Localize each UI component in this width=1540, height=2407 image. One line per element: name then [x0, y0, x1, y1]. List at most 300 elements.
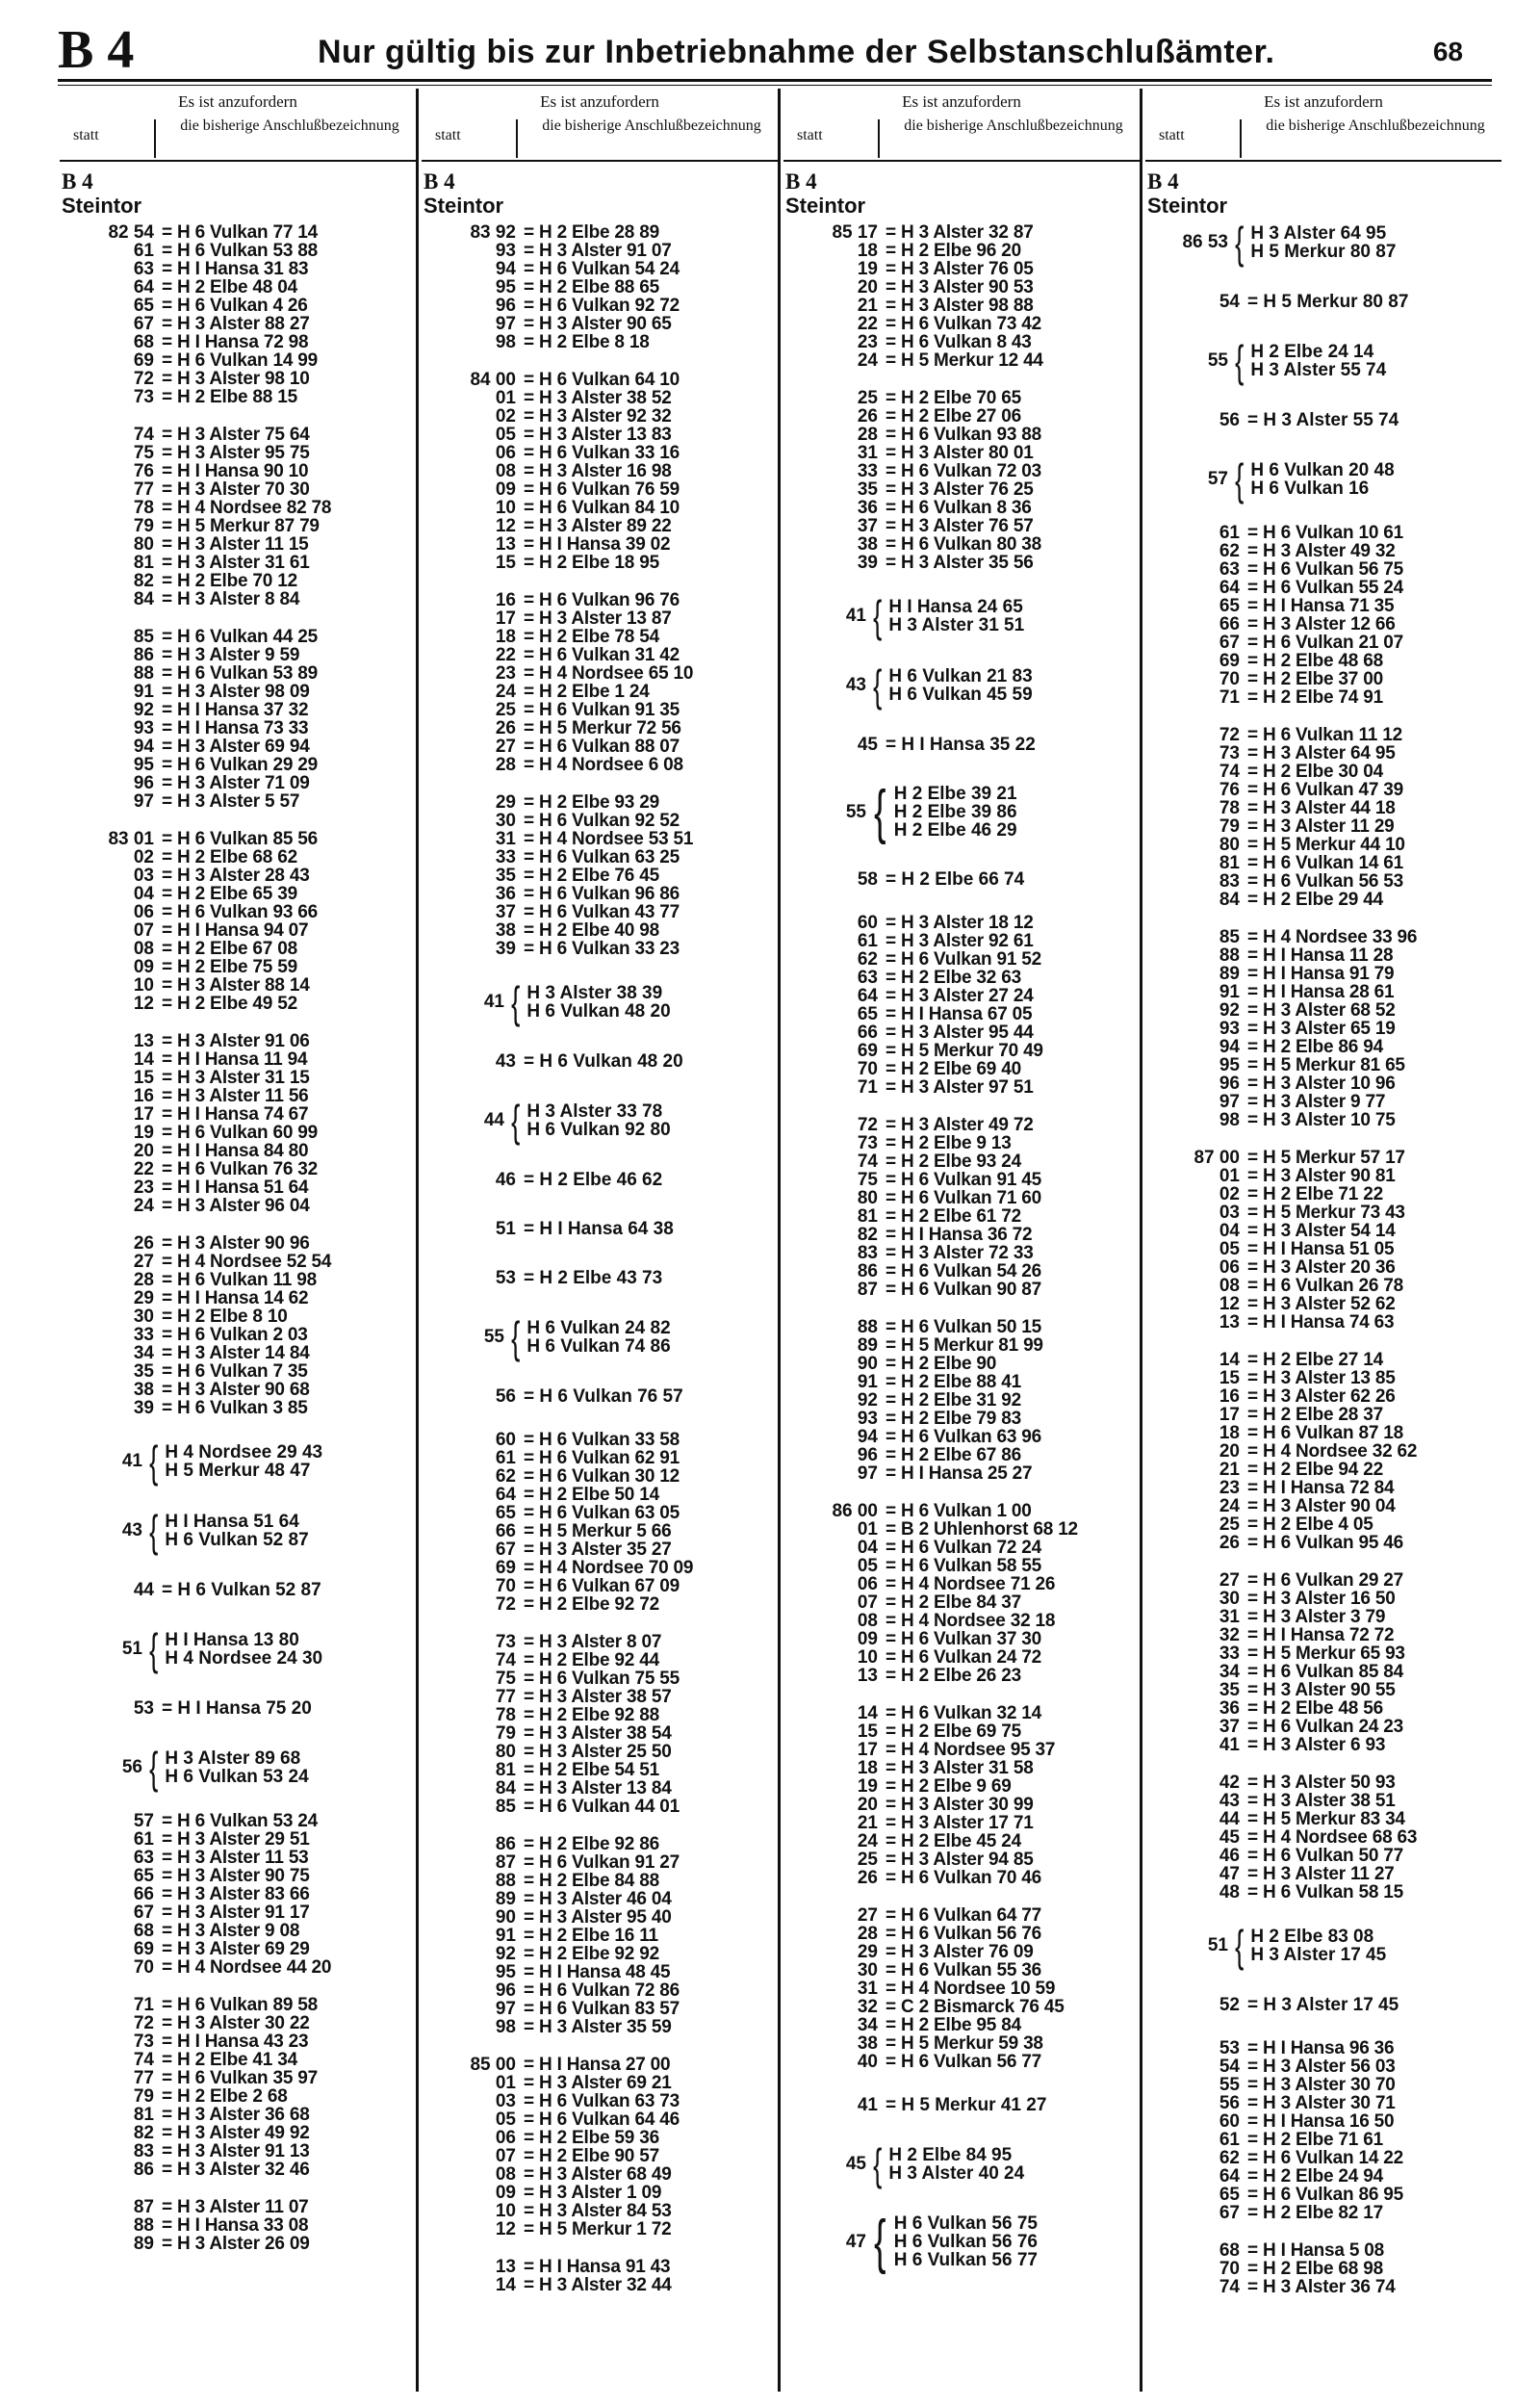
directory-entry [422, 554, 778, 572]
directory-entry [783, 1667, 1140, 1685]
brace-mark: { [873, 2139, 883, 2189]
column-header-request: Es ist anzufordern [1264, 92, 1383, 111]
group-spacer [422, 351, 778, 371]
entry-new-number: = H 2 Elbe 8 18 [524, 332, 650, 352]
entry-number: 47 [1219, 1864, 1240, 1884]
directory-entry [1145, 542, 1502, 560]
entry-number: 20 [1219, 1441, 1240, 1462]
directory-entry [60, 792, 416, 811]
entry-number: 98 [1219, 1110, 1240, 1130]
directory-entry [1145, 891, 1502, 909]
directory-entry [783, 1980, 1140, 1998]
directory-entry [60, 2235, 416, 2253]
entry-new-number: = H 2 Elbe 26 23 [886, 1666, 1021, 1686]
entry-number: 74 [495, 1650, 516, 1670]
directory-entry [1145, 1699, 1502, 1718]
entry-new-number: H I Hansa 24 65 [888, 597, 1023, 617]
group-spacer [422, 2239, 778, 2258]
entry-number: 91 [857, 1372, 878, 1392]
entry-new-number: = H 3 Alster 32 87 [886, 222, 1034, 243]
group-spacer [783, 1483, 1140, 1502]
entry-new-number: = H 6 Vulkan 72 86 [524, 1980, 680, 2001]
entry-new-number: = H 2 Elbe 41 34 [162, 2050, 297, 2070]
entry-new-number: = H 3 Alster 91 07 [524, 241, 672, 261]
directory-entry [422, 2129, 778, 2147]
entry-new-number: = H 2 Elbe 8 10 [162, 1307, 288, 1327]
section-code: B 4 [424, 169, 455, 194]
entry-group [422, 1835, 778, 2036]
directory-entry [422, 426, 778, 444]
entry-number: 06 [495, 2128, 516, 2148]
entry-number: 20 [857, 1795, 878, 1815]
directory-entry [422, 2056, 778, 2074]
directory-entry [422, 1633, 778, 1651]
directory-entry [1145, 1313, 1502, 1332]
directory-entry [783, 1391, 1140, 1410]
entry-new-number: = H 5 Merkur 81 65 [1247, 1055, 1405, 1075]
directory-entry [1145, 2278, 1502, 2296]
entry-new-number: = H 3 Alster 83 66 [162, 1884, 310, 1904]
section-code: B 4 [785, 169, 817, 194]
entry-new-number: = H 4 Nordsee 6 08 [524, 755, 683, 775]
entry-new-number: = H 6 Vulkan 48 20 [524, 1051, 683, 1072]
directory-entry [783, 1189, 1140, 1207]
entry-new-number: = H 3 Alster 30 22 [162, 2013, 310, 2033]
directory-entry [1145, 597, 1502, 615]
directory-entry [1145, 983, 1502, 1001]
entry-new-number: = H 2 Elbe 54 51 [524, 1760, 659, 1780]
group-spacer [422, 1411, 778, 1431]
entry-new-number: = H 6 Vulkan 63 05 [524, 1503, 680, 1523]
entry-number: 10 [857, 1647, 878, 1668]
entry-new-number: = H 3 Alster 95 44 [886, 1022, 1034, 1043]
entry-alternatives [894, 785, 1017, 840]
entry-group [422, 793, 778, 958]
entry-number: 03 [133, 866, 154, 886]
entry-number: 27 [495, 737, 516, 757]
entry-number: 15 [495, 553, 516, 573]
column-header-statt: statt [435, 127, 461, 143]
directory-entry [1145, 2149, 1502, 2167]
entry-new-number: = H 2 Elbe 94 22 [1247, 1460, 1383, 1480]
entry-number: 97 [133, 791, 154, 812]
group-spacer [422, 2294, 778, 2314]
directory-entry [783, 1262, 1140, 1281]
entry-new-number: = H 2 Elbe 69 75 [886, 1721, 1021, 1742]
entry-new-number: = H 3 Alster 38 54 [524, 1723, 672, 1744]
entry-group [422, 1431, 778, 1614]
directory-entry [60, 535, 416, 554]
entry-alternatives [888, 598, 1024, 634]
entry-new-number: = H I Hansa 39 02 [524, 534, 671, 555]
entry-new-number: = H 6 Vulkan 87 18 [1247, 1423, 1404, 1443]
brace-mark: { [874, 2208, 886, 2275]
entry-number: 87 [495, 1852, 516, 1873]
directory-entry [1145, 2112, 1502, 2131]
entry-new-number: = H 3 Alster 13 85 [1247, 1368, 1396, 1388]
entry-new-number: = H 2 Elbe 2 68 [162, 2086, 288, 2107]
entry-new-number: = H 3 Alster 35 27 [524, 1540, 672, 1560]
entry-number: 93 [495, 241, 516, 261]
directory-entry [783, 2096, 1140, 2114]
entry-new-number: = H 2 Elbe 71 22 [1247, 1184, 1383, 1204]
entry-number: 33 [133, 1325, 154, 1345]
entry-number: 10 [133, 975, 154, 996]
entry-new-number: = H 2 Elbe 49 52 [162, 994, 297, 1014]
directory-entry [60, 1812, 416, 1830]
entry-number: 69 [1219, 651, 1240, 671]
entry-number: 67 [495, 1540, 516, 1560]
directory-entry [1145, 1442, 1502, 1461]
column-header-separator [1240, 119, 1242, 158]
directory-entry [1145, 1644, 1502, 1663]
entry-new-number: = H 6 Vulkan 8 43 [886, 332, 1032, 352]
entry-number: 85 [495, 1797, 516, 1817]
entry-new-number: = H I Hansa 96 36 [1247, 2038, 1395, 2058]
entry-new-number: = H 6 Vulkan 44 25 [162, 627, 319, 647]
entry-alternatives [1250, 461, 1394, 498]
entry-number: 14 [1219, 1350, 1240, 1370]
entry-new-number: = H 3 Alster 90 04 [1247, 1496, 1396, 1516]
entry-group [783, 914, 1140, 1097]
entry-number: 97 [857, 1463, 878, 1484]
entry-new-number: = H 4 Nordsee 32 18 [886, 1611, 1056, 1631]
section-name: Steintor [62, 194, 142, 218]
entry-number: 23 [857, 332, 878, 352]
directory-entry [1145, 293, 1502, 311]
entry-number: 26 [857, 406, 878, 427]
group-spacer [1145, 435, 1502, 454]
entry-new-number: = H 5 Merkur 80 87 [1247, 292, 1409, 312]
directory-entry [1145, 1020, 1502, 1038]
column-header-separator [154, 119, 156, 158]
entry-new-number: = H 3 Alster 9 59 [162, 645, 300, 665]
entry-group [60, 426, 416, 608]
entry-number: 43 [495, 1051, 516, 1072]
entry-group [783, 1318, 1140, 1483]
column-divider [416, 89, 419, 2392]
directory-entry [422, 1220, 778, 1238]
entry-new-number: = H 3 Alster 49 72 [886, 1115, 1034, 1135]
entry-number: 35 [495, 866, 516, 886]
directory-entry [60, 2069, 416, 2087]
entry-new-number: = H 4 Nordsee 68 63 [1247, 1827, 1418, 1848]
entry-number: 24 [857, 1831, 878, 1851]
column-header-statt: statt [1159, 127, 1185, 143]
entry-new-number: = H 2 Elbe 50 14 [524, 1485, 659, 1505]
entry-number: 37 [857, 516, 878, 536]
entry-number: 54 [1219, 2057, 1240, 2077]
directory-entry [783, 914, 1140, 932]
entry-new-number: = H 6 Vulkan 96 86 [524, 884, 680, 904]
group-spacer [783, 1685, 1140, 1704]
directory-entry [422, 1963, 778, 1981]
entry-group [1145, 928, 1502, 1129]
entry-new-number: = H 6 Vulkan 4 26 [162, 296, 308, 316]
entry-number: 23 [495, 663, 516, 684]
directory-entry [783, 1060, 1140, 1078]
entry-number: 92 [857, 1390, 878, 1411]
entry-number: 85 [133, 627, 154, 647]
entry-number: 71 [1219, 687, 1240, 708]
entry-new-number: = H 6 Vulkan 70 46 [886, 1868, 1042, 1888]
entry-number: 30 [857, 1960, 878, 1980]
entry-number: 92 [1219, 1000, 1240, 1021]
column-header-separator [878, 119, 880, 158]
entry-number: 64 [133, 277, 154, 298]
entry-number: 25 [857, 1850, 878, 1870]
directory-entry [422, 1724, 778, 1743]
directory-entry-multi [1145, 454, 1502, 505]
entry-number: 98 [495, 2017, 516, 2037]
directory-entry [783, 1226, 1140, 1244]
entry-new-number: = H 3 Alster 10 96 [1247, 1074, 1396, 1094]
directory-entry [422, 1595, 778, 1614]
entry-alternatives [526, 1102, 670, 1139]
entry-new-number: H 3 Alster 64 95 [1250, 223, 1387, 244]
entry-number: 80 [133, 534, 154, 555]
directory-entry [60, 2032, 416, 2051]
directory-entry [422, 756, 778, 774]
entry-new-number: = H 6 Vulkan 95 46 [1247, 1533, 1404, 1553]
entry-number: 45 [857, 735, 878, 755]
entry-number: 46 [1219, 1846, 1240, 1866]
entry-number: 73 [133, 387, 154, 407]
entry-new-number: = H 6 Vulkan 14 61 [1247, 853, 1404, 873]
entry-new-number: = H 2 Elbe 37 00 [1247, 669, 1383, 689]
directory-entry [783, 1023, 1140, 1042]
entry-number: 28 [857, 425, 878, 445]
directory-entry [60, 1253, 416, 1271]
entry-number: 93 [1219, 1019, 1240, 1039]
entry-new-number: = H 3 Alster 44 18 [1247, 798, 1396, 818]
entry-number: 41 [483, 992, 504, 1012]
directory-entry [1145, 2186, 1502, 2204]
entry-new-number: = H 3 Alster 76 09 [886, 1942, 1034, 1962]
group-spacer [60, 1723, 416, 1743]
entry-group [1145, 726, 1502, 909]
entry-new-number: = H 3 Alster 20 36 [1247, 1257, 1396, 1278]
entry-number: 05 [857, 1556, 878, 1576]
entry-new-number: = H 3 Alster 32 46 [162, 2160, 310, 2180]
entry-new-number: = H I Hansa 16 50 [1247, 2111, 1395, 2132]
entry-number: 65 [133, 296, 154, 316]
entry-new-number: = H 3 Alster 17 71 [886, 1813, 1034, 1833]
entry-new-number: = H 3 Alster 94 85 [886, 1850, 1034, 1870]
entry-new-number: = H 3 Alster 91 06 [162, 1031, 310, 1051]
entry-new-number: = H 3 Alster 49 32 [1247, 541, 1396, 561]
entry-number: 83 01 [108, 829, 154, 849]
entry-new-number: = H 5 Merkur 5 66 [524, 1521, 672, 1541]
entry-number: 41 [845, 606, 866, 626]
entry-number: 82 54 [108, 222, 154, 243]
entry-new-number: = H 2 Elbe 75 59 [162, 957, 297, 977]
entry-new-number: = H 4 Nordsee 32 62 [1247, 1441, 1418, 1462]
entry-new-number: = H 6 Vulkan 7 35 [162, 1361, 308, 1382]
directory-entry [783, 1612, 1140, 1630]
directory-entry-multi [60, 1743, 416, 1793]
entry-new-number: = H 2 Elbe 30 04 [1247, 762, 1383, 782]
entry-number: 12 [495, 516, 516, 536]
section-name: Steintor [785, 194, 866, 218]
entry-new-number: = H 3 Alster 17 45 [1247, 1995, 1399, 2015]
entry-number: 34 [133, 1343, 154, 1363]
directory-entry [60, 517, 416, 535]
entry-number: 73 [1219, 743, 1240, 764]
entry-new-number: = H I Hansa 91 79 [1247, 964, 1395, 984]
brace-mark: { [511, 1312, 521, 1362]
entry-new-number: = H 2 Elbe 67 86 [886, 1445, 1021, 1465]
directory-entry [783, 870, 1140, 889]
entry-new-number: H I Hansa 51 64 [165, 1512, 299, 1532]
entry-number: 28 [495, 755, 516, 775]
directory-entry [60, 1849, 416, 1867]
entry-new-number: = H 2 Elbe 82 17 [1247, 2203, 1383, 2223]
entry-number: 53 [133, 1698, 154, 1719]
group-spacer [1145, 386, 1502, 405]
entry-new-number: = H 3 Alster 10 75 [1247, 1110, 1396, 1130]
entry-new-number: = H 4 Nordsee 70 09 [524, 1558, 694, 1578]
entry-number: 05 [495, 2109, 516, 2130]
directory-entry [783, 426, 1140, 444]
entry-new-number: = H 3 Alster 11 56 [162, 1086, 309, 1106]
directory-entry [60, 462, 416, 480]
directory-entry-multi [1145, 336, 1502, 386]
directory-entry [422, 1052, 778, 1071]
entry-new-number: = H 3 Alster 84 53 [524, 2201, 672, 2221]
directory-entry [783, 1171, 1140, 1189]
entry-new-number: H 6 Vulkan 56 75 [893, 2213, 1038, 2234]
entry-number: 43 [1219, 1791, 1240, 1811]
directory-entry [783, 444, 1140, 462]
entry-number: 16 [1219, 1386, 1240, 1407]
entry-new-number: = H 2 Elbe 48 68 [1247, 651, 1383, 671]
directory-entry [422, 223, 778, 242]
entry-new-number: = H 2 Elbe 96 20 [886, 241, 1021, 261]
entry-new-number: = H 5 Merkur 70 49 [886, 1041, 1043, 1061]
entry-number: 08 [495, 2164, 516, 2185]
directory-entry [422, 2000, 778, 2018]
directory-entry [1145, 1497, 1502, 1515]
directory-entry [60, 1903, 416, 1922]
directory-entry [1145, 726, 1502, 744]
entry-new-number: = H 5 Merkur 83 34 [1247, 1809, 1405, 1829]
entry-new-number: = H 6 Vulkan 89 58 [162, 1995, 319, 2015]
entry-number: 86 [133, 645, 154, 665]
directory-entry [783, 1078, 1140, 1097]
directory-column [422, 92, 778, 2392]
entry-number: 61 [1219, 523, 1240, 543]
directory-entry [422, 389, 778, 407]
entry-new-number: = H I Hansa 31 83 [162, 259, 309, 279]
directory-entry [422, 1387, 778, 1406]
entry-new-number: H 6 Vulkan 24 82 [526, 1318, 671, 1338]
directory-entry [783, 389, 1140, 407]
entry-number: 12 [495, 2219, 516, 2239]
directory-entry [783, 1355, 1140, 1373]
entry-new-number: H 6 Vulkan 45 59 [888, 685, 1033, 705]
entry-number: 72 [133, 369, 154, 389]
directory-entry-multi [783, 660, 1140, 711]
entry-number: 55 [1219, 2075, 1240, 2095]
directory-entry [60, 333, 416, 351]
directory-entry [1145, 1406, 1502, 1424]
entry-number: 14 [857, 1703, 878, 1723]
entry-new-number: = H 2 Elbe 95 84 [886, 2015, 1021, 2035]
entry-new-number: = H 3 Alster 9 77 [1247, 1092, 1386, 1112]
entry-number: 96 [1219, 1074, 1240, 1094]
group-spacer [60, 1556, 416, 1575]
directory-entry [783, 1593, 1140, 1612]
directory-entry [60, 830, 416, 848]
entry-new-number: = H I Hansa 27 00 [524, 2055, 671, 2075]
entry-number: 04 [1219, 1221, 1240, 1241]
directory-entry [422, 2258, 778, 2276]
entry-new-number: = H 6 Vulkan 56 76 [886, 1924, 1042, 1944]
directory-entry [422, 2220, 778, 2239]
entry-new-number: = H 3 Alster 50 93 [1247, 1773, 1396, 1793]
brace-mark: { [149, 1624, 159, 1674]
directory-entry [422, 609, 778, 628]
column-header-request: Es ist anzufordern [178, 92, 297, 111]
entry-new-number: = H 6 Vulkan 54 24 [524, 259, 680, 279]
entry-number: 41 [1219, 1735, 1240, 1755]
entry-new-number: = H 3 Alster 46 04 [524, 1889, 672, 1909]
entry-number: 41 [121, 1451, 142, 1471]
entry-new-number: = H 3 Alster 8 07 [524, 1632, 662, 1652]
directory-entry [422, 444, 778, 462]
entry-number: 88 [495, 1871, 516, 1891]
entry-number: 35 [857, 479, 878, 500]
entry-new-number: = H 6 Vulkan 72 24 [886, 1538, 1042, 1558]
directory-entry [60, 1160, 416, 1178]
entry-number: 76 [1219, 780, 1240, 800]
directory-entry [60, 646, 416, 664]
directory-entry [1145, 1056, 1502, 1074]
entry-new-number: = H I Hansa 11 94 [162, 1049, 308, 1070]
entry-new-number: = H 3 Alster 88 14 [162, 975, 310, 996]
entry-new-number: = H 3 Alster 95 40 [524, 1907, 672, 1928]
directory-entry [422, 2092, 778, 2110]
group-spacer [1145, 1902, 1502, 1921]
group-spacer [60, 1487, 416, 1506]
brace-mark: { [149, 1506, 159, 1556]
entry-number: 31 [495, 829, 516, 849]
entry-new-number: = H 6 Vulkan 8 36 [886, 498, 1032, 518]
entry-number: 88 [1219, 945, 1240, 966]
directory-entry [422, 2165, 778, 2184]
entry-number: 46 [495, 1170, 516, 1190]
entry-new-number: = H 6 Vulkan 80 38 [886, 534, 1042, 555]
entry-new-number: = H 2 Elbe 48 56 [1247, 1698, 1383, 1719]
directory-entry [422, 462, 778, 480]
entry-number: 66 [495, 1521, 516, 1541]
directory-entry [1145, 1792, 1502, 1810]
entry-number: 80 [1219, 835, 1240, 855]
entry-number: 09 [495, 2183, 516, 2203]
entry-number: 28 [133, 1270, 154, 1290]
directory-entry [1145, 1681, 1502, 1699]
entry-number: 81 [133, 2105, 154, 2125]
directory-entry [60, 628, 416, 646]
directory-entry [1145, 1167, 1502, 1185]
directory-entry [422, 628, 778, 646]
directory-entry [60, 774, 416, 792]
directory-entry [422, 1890, 778, 1908]
directory-entry [422, 591, 778, 609]
entry-new-number: = H I Hansa 43 23 [162, 2032, 309, 2052]
entry-number: 75 [133, 443, 154, 463]
